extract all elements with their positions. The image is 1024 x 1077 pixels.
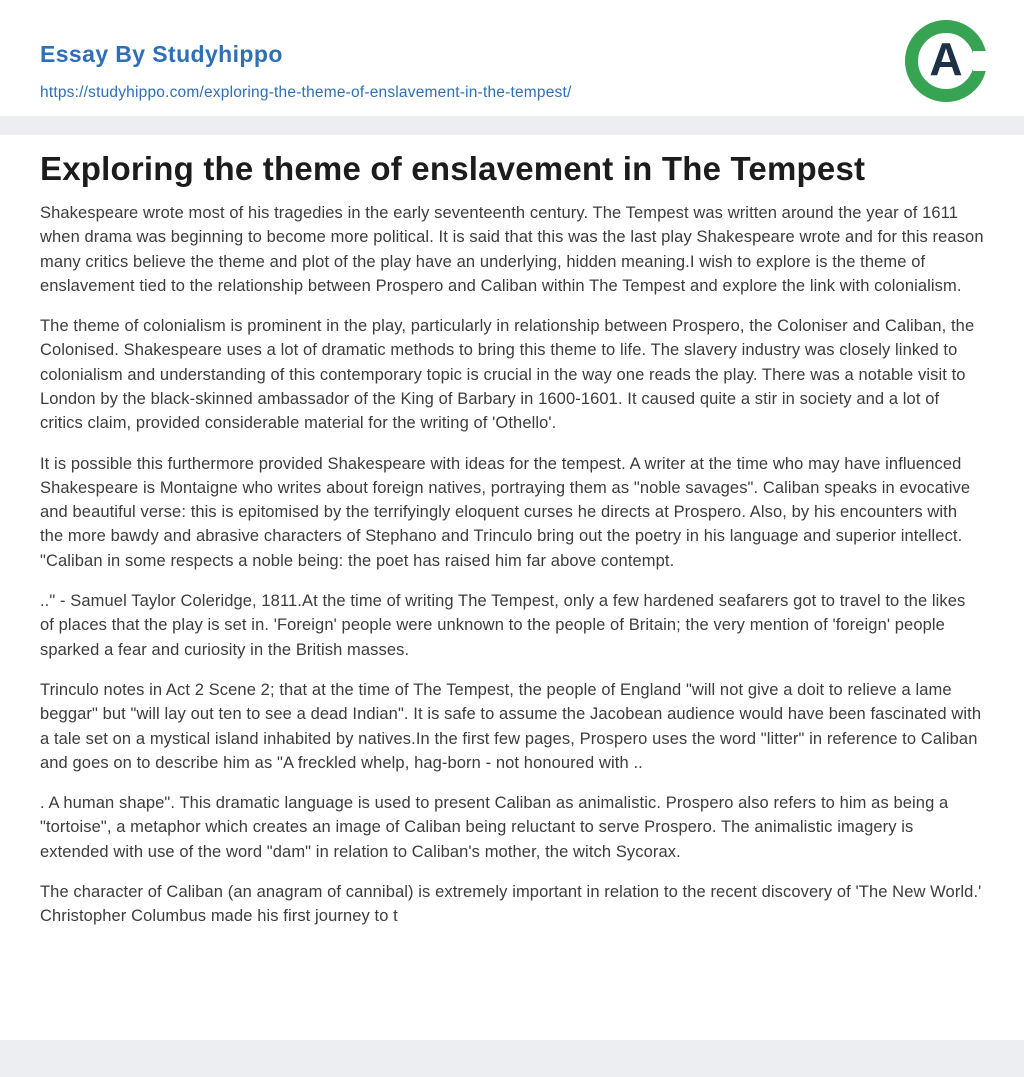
footer-band	[0, 1040, 1024, 1077]
header-separator-band	[0, 116, 1024, 135]
logo-letter: A	[929, 33, 963, 85]
site-title[interactable]: Essay By Studyhippo	[40, 41, 283, 67]
page-header	[0, 0, 1024, 102]
article-paragraph: Shakespeare wrote most of his tragedies in the early seventeenth century. The Tempest was written around the year of 1611 when drama was beginning to become more political. It is said that this was the last play Shakespeare wrote and for this reason many critics believe the theme and plot of the play have an underlying, hidden meaning.I wish to explore is the theme of enslavement tied to the relationship between Prospero and Caliban within The Tempest and explore the link with colonialism.	[40, 203, 984, 295]
article-paragraph: Trinculo notes in Act 2 Scene 2; that at the time of The Tempest, the people of England "will not give a doit to relieve a lame beggar" but "will lay out ten to see a dead Indian". It is safe to assume the Jacobean audience would have been fascinated with a tale set on a mystical island inhabited by natives.In the first few pages, Prospero uses the word "litter" in reference to Caliban and goes on to describe him as "A freckled whelp, hag-born - not honoured with ..	[40, 680, 982, 772]
article-paragraph: The theme of colonialism is prominent in the play, particularly in relationship between Prospero, the Coloniser and Caliban, the Colonised. Shakespeare uses a lot of dramatic methods to bring this theme to life. The slavery industry was closely linked to colonialism and understanding of this contemporary topic is crucial in the way one reads the play. There was a notable visit to London by the black-skinned ambassador of the King of Barbary in 1600-1601. It caused quite a stir in society and a lot of critics claim, provided considerable material for the writing of 'Othello'.	[40, 317, 975, 433]
article-paragraph: .." - Samuel Taylor Coleridge, 1811.At the time of writing The Tempest, only a few hardened seafarers got to travel to the likes of places that the play is set in. 'Foreign' people were unknown to the people of Britain; the very mention of 'foreign' people sparked a fear and curiosity in the British masses.	[40, 592, 966, 659]
article-paragraph: . A human shape". This dramatic language is used to present Caliban as animalistic. Prospero also refers to him as being a "tortoise", a metaphor which creates an image of Caliban being reluctant to serve Prospero. The animalistic imagery is extended with use of the word "dam" in relation to Caliban's mother, the witch Sycorax.	[40, 794, 949, 861]
article-paragraph: The character of Caliban (an anagram of cannibal) is extremely important in relation to the recent discovery of 'The New World.' Christopher Columbus made his first journey to t	[40, 883, 982, 926]
article-body	[0, 135, 1024, 928]
studyhippo-logo[interactable]	[905, 20, 987, 102]
page-url-link[interactable]: https://studyhippo.com/exploring-the-theme-of-enslavement-in-the-tempest/	[40, 84, 572, 102]
article-title: Exploring the theme of enslavement in The Tempest	[40, 150, 866, 188]
article-paragraph: It is possible this furthermore provided Shakespeare with ideas for the tempest. A writer at the time who may have influenced Shakespeare is Montaigne who writes about foreign natives, portraying them as "noble savages". Caliban speaks in evocative and beautiful verse: this is epitomised by the terrifyingly eloquent curses he directs at Prospero. Also, by his encounters with the more bawdy and abrasive characters of Stephano and Trinculo bring out the poetry in his language and superior intellect. "Caliban in some respects a noble being: the poet has raised him far above contempt.	[40, 454, 971, 570]
